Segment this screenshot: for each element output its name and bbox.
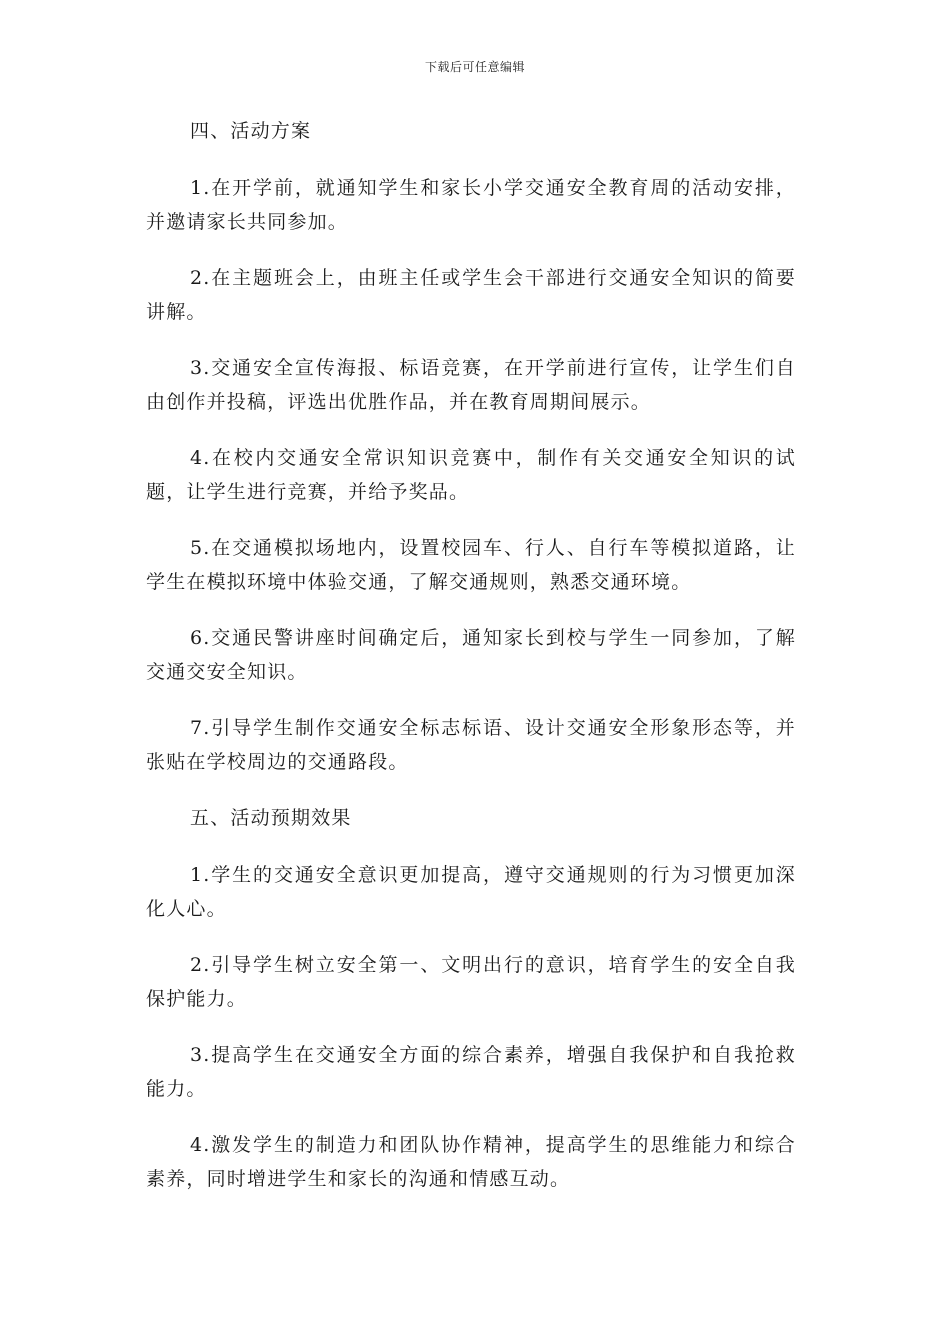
effect-item-3: 3.提高学生在交通安全方面的综合素养，增强自我保护和自我抢救能力。: [146, 1044, 796, 1100]
page-header: 下载后可任意编辑: [424, 60, 525, 74]
plan-item-2: 2.在主题班会上，由班主任或学生会干部进行交通安全知识的简要讲解。: [146, 267, 796, 323]
plan-item-5: 5.在交通模拟场地内，设置校园车、行人、自行车等模拟道路，让学生在模拟环境中体验交通，了解交通规则，熟悉交通环境。: [146, 537, 796, 593]
document-body: [146, 114, 796, 1218]
section-heading-activity-plan: 四、活动方案: [190, 120, 312, 142]
plan-item-4: 4.在校内交通安全常识知识竞赛中，制作有关交通安全知识的试题，让学生进行竞赛，并给予奖品。: [146, 447, 796, 503]
effect-item-1: 1.学生的交通安全意识更加提高，遵守交通规则的行为习惯更加深化人心。: [146, 864, 796, 920]
plan-item-3: 3.交通安全宣传海报、标语竞赛，在开学前进行宣传，让学生们自由创作并投稿，评选出优胜作品，并在教育周期间展示。: [146, 357, 796, 413]
plan-item-6: 6.交通民警讲座时间确定后，通知家长到校与学生一同参加，了解交通交安全知识。: [146, 627, 796, 683]
effect-item-4: 4.激发学生的制造力和团队协作精神，提高学生的思维能力和综合素养，同时增进学生和家长的沟通和情感互动。: [146, 1134, 796, 1190]
plan-item-7: 7.引导学生制作交通安全标志标语、设计交通安全形象形态等，并张贴在学校周边的交通路段。: [146, 717, 796, 773]
section-heading-expected-effects: 五、活动预期效果: [190, 807, 352, 829]
plan-item-1: 1.在开学前，就通知学生和家长小学交通安全教育周的活动安排，并邀请家长共同参加。: [146, 177, 796, 233]
effect-item-2: 2.引导学生树立安全第一、文明出行的意识，培育学生的安全自我保护能力。: [146, 954, 796, 1010]
